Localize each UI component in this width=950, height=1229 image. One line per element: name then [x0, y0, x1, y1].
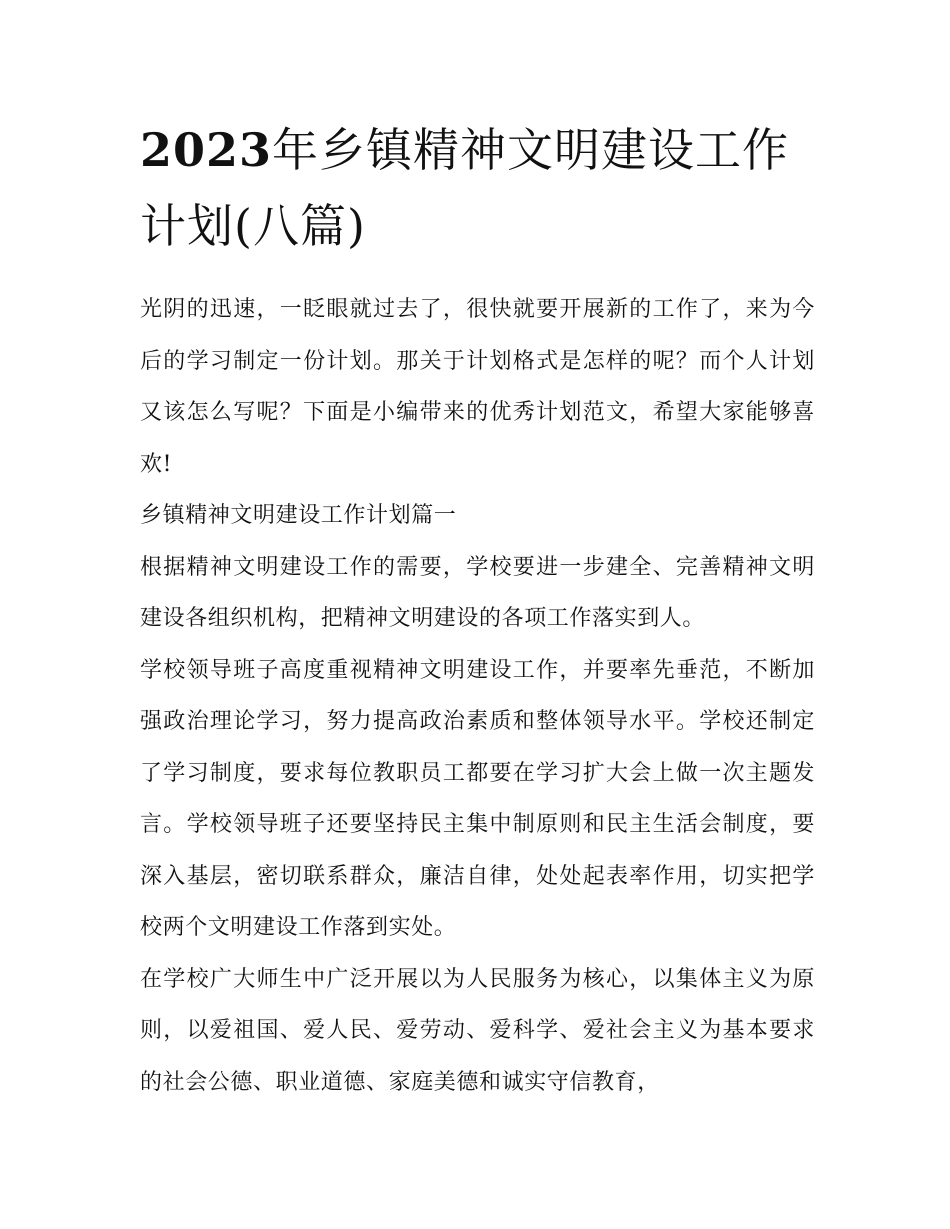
title-text: 年乡镇精神文明建设工作计划(八篇) [140, 123, 790, 253]
intro-paragraph: 光阴的迅速，一眨眼就过去了，很快就要开展新的工作了，来为今后的学习制定一份计划。那关于计划格式是怎样的呢？而个人计划又该怎么写呢？下面是小编带来的优秀计划范文，希望大家能够喜欢! [140, 297, 815, 477]
document-page [140, 112, 815, 1108]
document-body [140, 284, 815, 1108]
title-year: 2023 [140, 123, 273, 177]
body-paragraph-3: 在学校广大师生中广泛开展以为人民服务为核心，以集体主义为原则，以爱祖国、爱人民、爱劳动、爱科学、爱社会主义为基本要求的社会公德、职业道德、家庭美德和诚实守信教育， [140, 966, 815, 1095]
body-paragraph-1: 根据精神文明建设工作的需要，学校要进一步建全、完善精神文明建设各组织机构，把精神文明建设的各项工作落实到人。 [140, 554, 815, 631]
document-title [140, 112, 815, 264]
body-paragraph-2: 学校领导班子高度重视精神文明建设工作，并要率先垂范，不断加强政治理论学习，努力提高政治素质和整体领导水平。学校还制定了学习制度，要求每位教职员工都要在学习扩大会上做一次主题发言。学校领导班子还要坚持民主集中制原则和民主生活会制度，要深入基层，密切联系群众，廉洁自律，处处起表率作用，切实把学校两个文明建设工作落到实处。 [140, 657, 815, 940]
section-heading: 乡镇精神文明建设工作计划篇一 [140, 503, 457, 528]
